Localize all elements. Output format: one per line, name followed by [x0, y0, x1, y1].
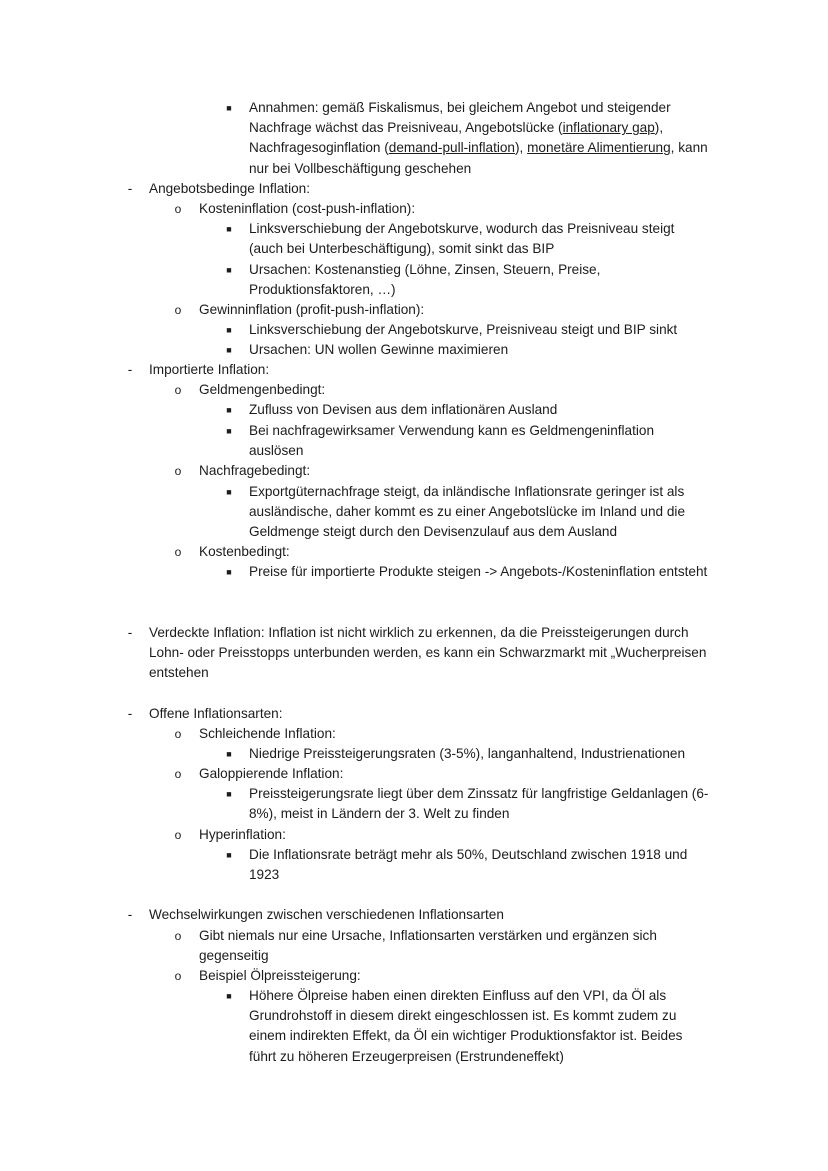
bullet-kostenbed-1: ■ Preise für importierte Produkte steigen -> Angebots-/Kosteninflation entsteht — [249, 562, 711, 582]
dash-marker: - — [127, 907, 133, 922]
circle-bullet-icon: o — [174, 464, 182, 478]
bullet-gewinn-2: ■ Ursachen: UN wollen Gewinne maximieren — [249, 340, 711, 360]
circle-bullet-icon: o — [174, 383, 182, 397]
circle-bullet-icon: o — [174, 727, 182, 741]
dash-marker: - — [127, 706, 133, 721]
bullet-nachfrage-1: ■ Exportgüternachfrage steigt, da inländische Inflationsrate geringer ist als ausländische, daher kommt es zu einer Angebotslücke im Inland und die Geldmenge steigt durch den Devisenzulauf aus dem Ausland — [249, 482, 711, 543]
square-bullet-icon: ■ — [226, 487, 232, 497]
square-bullet-icon: ■ — [226, 103, 232, 113]
bullet-kosten-1: ■ Linksverschiebung der Angebotskurve, wodurch das Preisniveau steigt (auch bei Unterbeschäftigung), somit sinkt das BIP — [249, 219, 711, 259]
dash-marker: - — [127, 625, 133, 640]
subitem-ursachen-verstaerken: o Gibt niemals nur eine Ursache, Inflationsarten verstärken und ergänzen sich gegenseitig — [174, 928, 657, 964]
square-bullet-icon: ■ — [226, 850, 232, 860]
square-bullet-icon: ■ — [226, 224, 232, 234]
subitem-geldmengenbedingt: o Geldmengenbedingt: — [199, 380, 709, 400]
square-bullet-icon: ■ — [226, 405, 232, 415]
bullet-fiscal-assumption: ■ Annahmen: gemäß Fiskalismus, bei gleichem Angebot und steigender Nachfrage wächst das Preisniveau, Angebotslücke (inflationary gap), Nachfragesoginflation (demand-pull-inflation), monetäre Alimentierung, kann nur bei Vollbeschäftigung geschehen — [249, 98, 711, 179]
subitem-nachfragebedingt: o Nachfragebedingt: — [199, 461, 709, 481]
link-monetaere-alimentierung[interactable]: monetäre Alimentierung — [527, 140, 671, 156]
subitem-schleichende-inflation: o Schleichende Inflation: — [199, 724, 709, 744]
bullet-galopp-1: ■ Preissteigerungsrate liegt über dem Zinssatz für langfristige Geldanlagen (6-8%), meist in Ländern der 3. Welt zu finden — [249, 784, 711, 824]
bullet-hyper-1: ■ Die Inflationsrate beträgt mehr als 50%, Deutschland zwischen 1918 und 1923 — [249, 845, 711, 885]
heading-wechselwirkungen: - Wechselwirkungen zwischen verschiedenen Inflationsarten — [149, 905, 709, 925]
subitem-gewinninflation: o Gewinninflation (profit-push-inflation): — [199, 300, 709, 320]
circle-bullet-icon: o — [174, 828, 182, 842]
dash-marker: - — [127, 181, 133, 196]
subitem-hyperinflation: o Hyperinflation: — [199, 825, 709, 845]
bullet-kosten-2: ■ Ursachen: Kostenanstieg (Löhne, Zinsen, Steuern, Preise, Produktionsfaktoren, …) — [249, 260, 711, 300]
circle-bullet-icon: o — [174, 969, 182, 983]
heading-angebotsbedingte-inflation: - Angebotsbedinge Inflation: — [149, 179, 709, 199]
heading-offene-inflationsarten: - Offene Inflationsarten: — [149, 704, 709, 724]
heading-verdeckte-inflation: - Verdeckte Inflation: Inflation ist nicht wirklich zu erkennen, da die Preissteigerungen durch Lohn- oder Preisstopps unterbunden werden, es kann ein Schwarzmarkt mit „Wucherpreisen entstehen — [149, 623, 709, 684]
circle-bullet-icon: o — [174, 929, 182, 943]
subitem-beispiel-oelpreis: o Beispiel Ölpreissteigerung: — [199, 966, 709, 986]
subitem-kosteninflation: o Kosteninflation (cost-push-inflation): — [199, 199, 709, 219]
circle-bullet-icon: o — [174, 303, 182, 317]
square-bullet-icon: ■ — [226, 567, 232, 577]
circle-bullet-icon: o — [174, 202, 182, 216]
bullet-schleichend-1: ■ Niedrige Preissteigerungsraten (3-5%), langanhaltend, Industrienationen — [249, 744, 711, 764]
bullet-oel-1: ■ Höhere Ölpreise haben einen direkten Einfluss auf den VPI, da Öl als Grundrohstoff in diesem direkt eingeschlossen ist. Es kommt zudem zu einem indirekten Effekt, da Öl ein wichtiger Produktionsfaktor ist. Beides führt zu höheren Erzeugerpreisen (Erstrundeneffekt) — [249, 986, 711, 1067]
square-bullet-icon: ■ — [226, 789, 232, 799]
heading-importierte-inflation: - Importierte Inflation: — [149, 360, 709, 380]
bullet-geldmenge-2: ■ Bei nachfragewirksamer Verwendung kann es Geldmengeninflation auslösen — [249, 421, 711, 461]
circle-bullet-icon: o — [174, 767, 182, 781]
square-bullet-icon: ■ — [226, 991, 232, 1001]
circle-bullet-icon: o — [174, 545, 182, 559]
square-bullet-icon: ■ — [226, 325, 232, 335]
bullet-geldmenge-1: ■ Zufluss von Devisen aus dem inflationären Ausland — [249, 400, 711, 420]
square-bullet-icon: ■ — [226, 749, 232, 759]
square-bullet-icon: ■ — [226, 426, 232, 436]
link-demand-pull-inflation[interactable]: demand-pull-inflation — [388, 140, 515, 156]
square-bullet-icon: ■ — [226, 345, 232, 355]
bullet-gewinn-1: ■ Linksverschiebung der Angebotskurve, Preisniveau steigt und BIP sinkt — [249, 320, 711, 340]
subitem-kostenbedingt: o Kostenbedingt: — [199, 542, 709, 562]
link-inflationary-gap[interactable]: inflationary gap — [562, 120, 655, 136]
subitem-galoppierende-inflation: o Galoppierende Inflation: — [199, 764, 709, 784]
dash-marker: - — [127, 362, 133, 377]
square-bullet-icon: ■ — [226, 265, 232, 275]
